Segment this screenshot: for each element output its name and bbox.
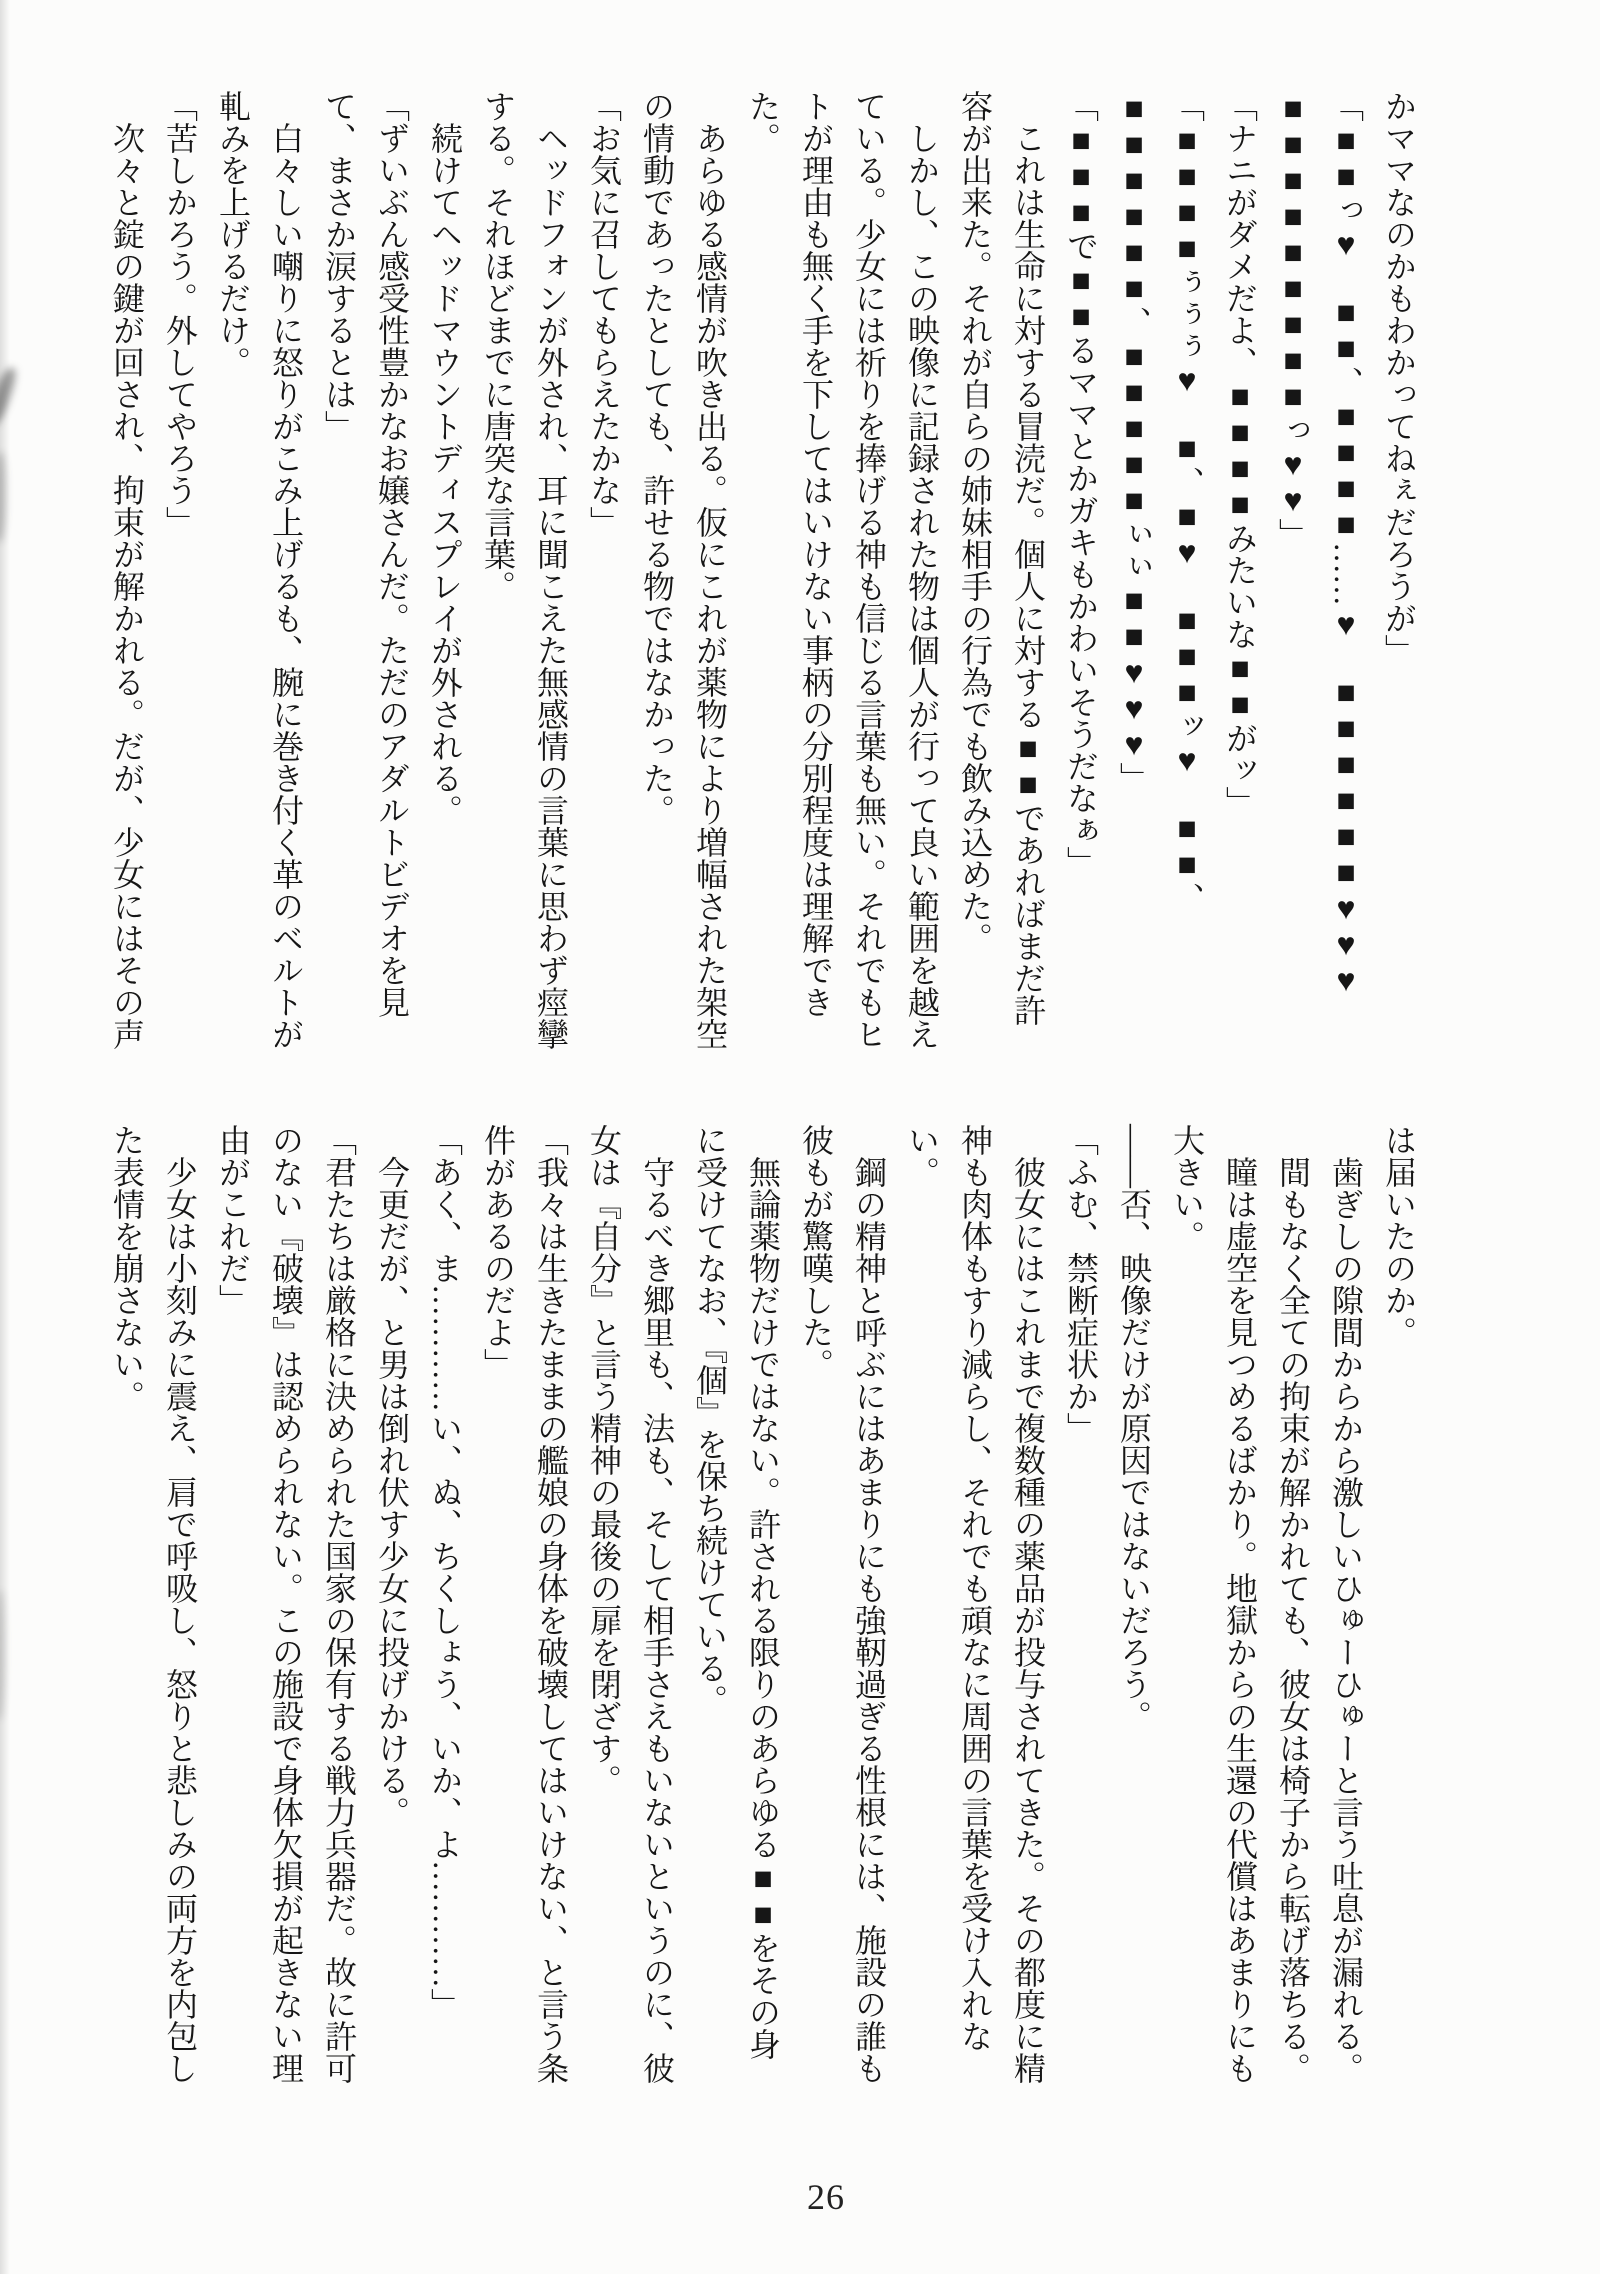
- paragraph-line: 白々しい嘲りに怒りがこみ上げるも、腕に巻き付く革のベルトが軋みを上げるだけ。: [215, 90, 304, 1050]
- paragraph-line: 「あく、ま…………い、ぬ、ちくしょう、いか、よ…………」: [427, 1124, 463, 2020]
- paragraph-line: 間もなく全ての拘束が解かれても、彼女は椅子から転げ落ちる。: [1275, 1156, 1311, 2084]
- scan-artifact: [0, 452, 6, 542]
- paragraph-line: ヘッドフォンが外され、耳に聞こえた無感情の言葉に思わず痙攣する。それほどまでに唐突な言葉。: [480, 90, 569, 1050]
- paragraph-line: 「■■■■ぅぅぅ♥ ■、■♥ ■■■ッ♥ ■■、■■■■■■、■■■■■ぃぃ■■♥♥♥」: [1116, 90, 1205, 914]
- top-text-block: [100, 90, 1425, 1052]
- paragraph-line: かママなのかもわかってねぇだろうが」: [1381, 90, 1417, 666]
- page-number: 26: [807, 2177, 845, 2217]
- paragraph-line: 「君たちは厳格に決められた国家の保有する戦力兵器だ。故に許可のない『破壊』は認められない。この施設で身体欠損が起きない理由がこれだ」: [215, 1124, 357, 2084]
- paragraph-line: これは生命に対する冒涜だ。個人に対する■■であればまだ許容が出来た。それが自らの姉妹相手の行為でも飲み込めた。: [957, 90, 1046, 1026]
- paragraph-line: 「■■っ♥ ■■、■■■■……♥ ■■■■■■♥♥♥ ■■■■■■■■■っ♥♥」: [1275, 90, 1364, 1030]
- scan-artifact: [0, 1590, 5, 1720]
- paragraph-line: は届いたのか。: [1381, 1124, 1417, 1348]
- paragraph-line: しかし、この映像に記録された物は個人が行って良い範囲を越えている。少女には祈りを捧げる神も信じる言葉も無い。それでもヒトが理由も無く手を下してはいけない事柄の分別程度は理解できた。: [745, 90, 940, 1050]
- paragraph-line: 続けてヘッドマウントディスプレイが外される。: [427, 122, 463, 826]
- bottom-text-block: [100, 1124, 1425, 2086]
- paragraph-line: 無論薬物だけではない。許される限りのあらゆる■■をその身に受けてなお、『個』を保ち続けている。: [692, 1124, 781, 2060]
- paragraph-line: ――否、映像だけが原因ではないだろう。: [1116, 1124, 1152, 1732]
- paragraph-line: 次々と錠の鍵が回され、拘束が解かれる。だが、少女にはその声: [109, 122, 145, 1050]
- paragraph-line: 「お気に召してもらえたかな」: [586, 90, 622, 538]
- scan-artifact: [0, 365, 19, 427]
- paragraph-line: 「ずいぶん感受性豊かなお嬢さんだ。ただのアダルトビデオを見て、まさか涙するとは」: [321, 90, 410, 1018]
- paragraph-line: 今更だが、と男は倒れ伏す少女に投げかける。: [374, 1156, 410, 1828]
- paragraph-line: あらゆる感情が吹き出る。仮にこれが薬物により増幅された架空の情動であったとしても、許せる物ではなかった。: [639, 90, 728, 1050]
- paragraph-line: 瞳は虚空を見つめるばかり。地獄からの生還の代償はあまりにも大きい。: [1169, 1124, 1258, 2084]
- paragraph-line: 「ナニがダメだよ、■■■■みたいな■■がッ」: [1222, 90, 1258, 818]
- paragraph-line: 少女は小刻みに震え、肩で呼吸し、怒りと悲しみの両方を内包した表情を崩さない。: [109, 1124, 198, 2084]
- paragraph-line: 彼女にはこれまで複数種の薬品が投与されてきた。その都度に精神も肉体もすり減らし、それでも頑なに周囲の言葉を受け入れない。: [904, 1124, 1046, 2084]
- paragraph-line: 歯ぎしの隙間からから激しいひゅーひゅーと言う吐息が漏れる。: [1328, 1156, 1364, 2084]
- paragraph-line: 「ふむ、禁断症状か」: [1063, 1124, 1099, 1444]
- paragraph-line: 「■■■で■■るママとかガキもかわいそうだなぁ」: [1063, 90, 1099, 878]
- scan-edge-shadow: [0, 0, 10, 2274]
- paragraph-line: 守るべき郷里も、法も、そして相手さえもいないというのに、彼女は『自分』と言う精神の最後の扉を閉ざす。: [586, 1124, 675, 2084]
- paragraph-line: 「我々は生きたままの艦娘の身体を破壊してはいけない、と言う条件があるのだよ」: [480, 1124, 569, 2084]
- paragraph-line: 「苦しかろう。外してやろう」: [162, 90, 198, 538]
- paragraph-line: 鋼の精神と呼ぶにはあまりにも強靭過ぎる性根には、施設の誰も彼もが驚嘆した。: [798, 1124, 887, 2084]
